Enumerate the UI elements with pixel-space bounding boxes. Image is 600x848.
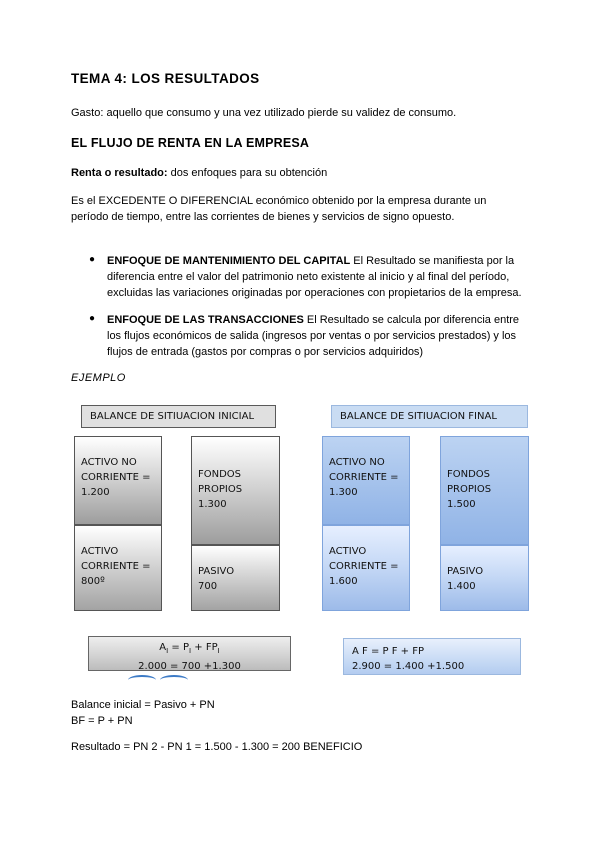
formula-part: = P (168, 642, 189, 653)
final-pasivo (440, 545, 529, 611)
cell-line: ACTIVO NO (81, 457, 137, 468)
inicial-activo-corriente (74, 525, 162, 611)
cell-line: CORRIENTE = (329, 472, 399, 483)
cell-line: PROPIOS (447, 484, 492, 495)
cell-line: 1.300 (198, 499, 227, 510)
formula-line: 2.900 = 1.400 +1.500 (352, 661, 465, 672)
bullet-text: excluidas las variaciones originadas por operaciones con propietarios de la empresa. (107, 287, 522, 299)
cell-line: 1.300 (329, 487, 358, 498)
formula-part: A (159, 642, 167, 653)
bullet-enfoque-transacciones (107, 312, 519, 360)
cell-line: 1.200 (81, 487, 110, 498)
balance-final-title: BALANCE DE SITIUACION FINAL (331, 405, 528, 428)
cell-line: PROPIOS (198, 484, 243, 495)
definition-paragraph (71, 193, 486, 225)
cell-line: CORRIENTE = (81, 472, 151, 483)
bullet-label: ENFOQUE DE LAS TRANSACCIONES (107, 314, 304, 326)
gasto-text: aquello que consumo y una vez utilizado pierde su validez de consumo. (103, 107, 457, 119)
bullet-text: El Resultado se calcula por diferencia entre (303, 314, 520, 326)
formula-sub: I (189, 647, 192, 655)
formula-part: + FP (191, 642, 218, 653)
cell-line: CORRIENTE = (329, 561, 399, 572)
cell-line: FONDOS (198, 469, 242, 480)
gasto-label: Gasto: (71, 107, 104, 119)
cell-line: ACTIVO (329, 546, 367, 557)
inicial-pasivo (191, 545, 280, 611)
formula-line: A F = P F + FP (352, 646, 424, 657)
bullet-text: El Resultado se manifiesta por la (350, 255, 515, 267)
bullet-dot: ● (89, 254, 96, 265)
formula-sub: I (217, 647, 220, 655)
equation-line: Balance inicial = Pasivo + PN (71, 699, 215, 711)
inicial-formula (88, 636, 291, 671)
inicial-activo-no-corriente (74, 436, 162, 525)
cell-line: 1.400 (447, 581, 476, 592)
definition-line: Es el EXCEDENTE O DIFERENCIAL económico obtenido por la empresa durante un (71, 195, 487, 207)
decorative-arc (160, 675, 188, 685)
cell-line: 700 (198, 581, 218, 592)
renta-line (71, 165, 327, 181)
cell-line: PASIVO (447, 566, 484, 577)
final-activo-corriente (322, 525, 410, 611)
bullet-dot: ● (89, 313, 96, 324)
equations-block (71, 697, 215, 729)
ejemplo-label: EJEMPLO (71, 372, 126, 384)
formula-line: 2.000 = 700 +1.300 (138, 661, 241, 672)
formula-line (89, 640, 290, 659)
definition-line: período de tiempo, entre las corrientes de bienes y servicios de signo opuesto. (71, 211, 455, 223)
balance-inicial-title: BALANCE DE SITIUACION INICIAL (81, 405, 276, 428)
renta-text: dos enfoques para su obtención (167, 167, 328, 179)
cell-line: 1.600 (329, 576, 358, 587)
bullet-label: ENFOQUE DE MANTENIMIENTO DEL CAPITAL (107, 255, 351, 267)
cell-line: ACTIVO NO (329, 457, 385, 468)
final-fondos-propios (440, 436, 529, 545)
cell-line: FONDOS (447, 469, 491, 480)
final-formula (343, 638, 521, 675)
cell-line: PASIVO (198, 566, 235, 577)
renta-label: Renta o resultado: (71, 167, 168, 179)
cell-line: 800º (81, 576, 105, 587)
inicial-fondos-propios (191, 436, 280, 545)
bullet-text: diferencia entre el valor del patrimonio neto existente al inicio y al final del período, (107, 271, 510, 283)
resultado-equation: Resultado = PN 2 - PN 1 = 1.500 - 1.300 = 200 BENEFICIO (71, 741, 363, 753)
decorative-arc (128, 675, 156, 685)
final-activo-no-corriente (322, 436, 410, 525)
bullet-text: flujos de entrada (gastos por compras o por servicios adquiridos) (107, 346, 424, 358)
formula-sub: I (166, 647, 169, 655)
gasto-definition (71, 105, 456, 121)
cell-line: CORRIENTE = (81, 561, 151, 572)
bullet-enfoque-capital (107, 253, 522, 301)
cell-line: 1.500 (447, 499, 476, 510)
bullet-text: los flujos económicos de salida (ingresos por ventas o por servicios prestados) y los (107, 330, 517, 342)
section-heading: EL FLUJO DE RENTA EN LA EMPRESA (71, 136, 310, 150)
page-title: TEMA 4: LOS RESULTADOS (71, 71, 260, 86)
equation-line: BF = P + PN (71, 715, 133, 727)
cell-line: ACTIVO (81, 546, 119, 557)
